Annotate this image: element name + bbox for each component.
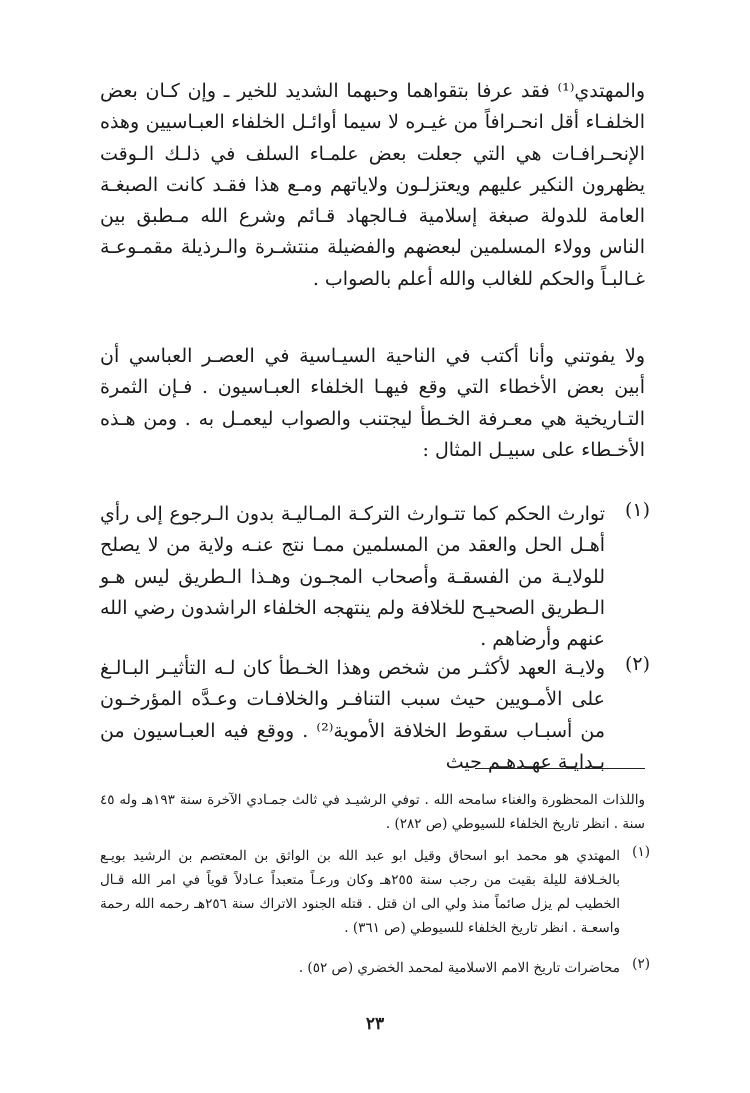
list-item-number: (١) [624, 499, 650, 521]
footnote-text: المهتدي هو محمد ابو اسحاق وقيل ابو عبد الله بن الواثق بن المعتصم بن الرشيد بويـع بالخـلافة لليلة بقيت من رجب سنة ٢٥٥هـ وكان ورعـاً متعبداً عـادلاً قوياً في امر الله قـال الخطيب لم يزل صائماً منذ ولي الى ان قتل . قتله الجنود الاتراك سنة ٢٥٦هـ رحمه الله رحمة واسعـة . انظر تاريخ الخلفاء للسيوطي (ص ٣٦١) . [100, 848, 620, 936]
list-item-text: ولايـة العهد لأكثـر من شخص وهذا الخـطأ كان لـه التأثيـر البـالـغ على الأمـويين حيث سبب التنافـر والخلافـات وعـدَّه المؤرخـون من أسبـاب سقوط الخلافة الأموية⁽²⁾ . ووقع فيه العبـاسيون من بـدايـة عهـدهـم حيث [100, 657, 605, 773]
footnote-divider [475, 768, 645, 769]
footnote-text: محاضرات تاريخ الامم الاسلامية لمحمد الخضري (ص ٥٢) . [298, 960, 620, 976]
paragraph-continued: والمهتدي⁽¹⁾ فقد عرفا بتقواهما وحبهما الشديد للخير ـ وإن كـان بعض الخلفـاء أقل انحـرافاً من غيـره لا سيما أوائـل الخلفاء العبـاسيين وهذه الإنحـرافـات هي التي جعلت بعض علمـاء السلف في ذلـك الـوقت يظهرون النكير عليهم ويعتزلـون ولاياتهم ومـع هذا فقـد كانت الصبغـة العامة للدولة صبغة إسلامية فـالجهاد قـائم وشرع الله مـطبق بين الناس وولاء المسلمين لبعضهم والفضيلة منتشـرة والـرذيلة مقمـوعـة غـالبـاً والحكم للغالب والله أعلم بالصواب . [100, 80, 645, 290]
list-item-text: توارث الحكم كما تتـوارث التركـة المـاليـة بدون الـرجوع إلى رأي أهـل الحل والعقد من المسلمين ممـا نتج عنـه ولاية من لا يصلح للولايـة من الفسقـة وأصحاب المجـون وهـذا الـطريق ليس هـو الـطريق الصحيـح للخلافة ولم ينتهجه الخلفاء الراشدون رضي الله عنهم وأرضاهم . [100, 503, 605, 651]
list-item-number: (٢) [624, 653, 650, 675]
footnote-number: (٢) [632, 956, 650, 972]
footnote-number: (١) [632, 844, 650, 860]
page-number: ٢٣ [365, 1014, 385, 1034]
footnote-continued: واللذات المحظورة والغناء سامحه الله . توفي الرشيـد في ثالث جمـادي الآخرة سنة ١٩٣هـ وله ٤٥ سنة . انظر تاريخ الخلفاء للسيوطي (ص ٢٨٢) . [100, 792, 645, 832]
paragraph-errors-intro: ولا يفوتني وأنا أكتب في الناحية السيـاسية في العصـر العباسي أن أبين بعض الأخطاء التي وقع فيهـا الخلفاء العبـاسيون . فـإن الثمرة التـاريخية هي معـرفة الخـطأ ليجتنب والصواب ليعمـل به . ومن هـذه الأخـطاء على سبيـل المثال : [100, 345, 645, 461]
